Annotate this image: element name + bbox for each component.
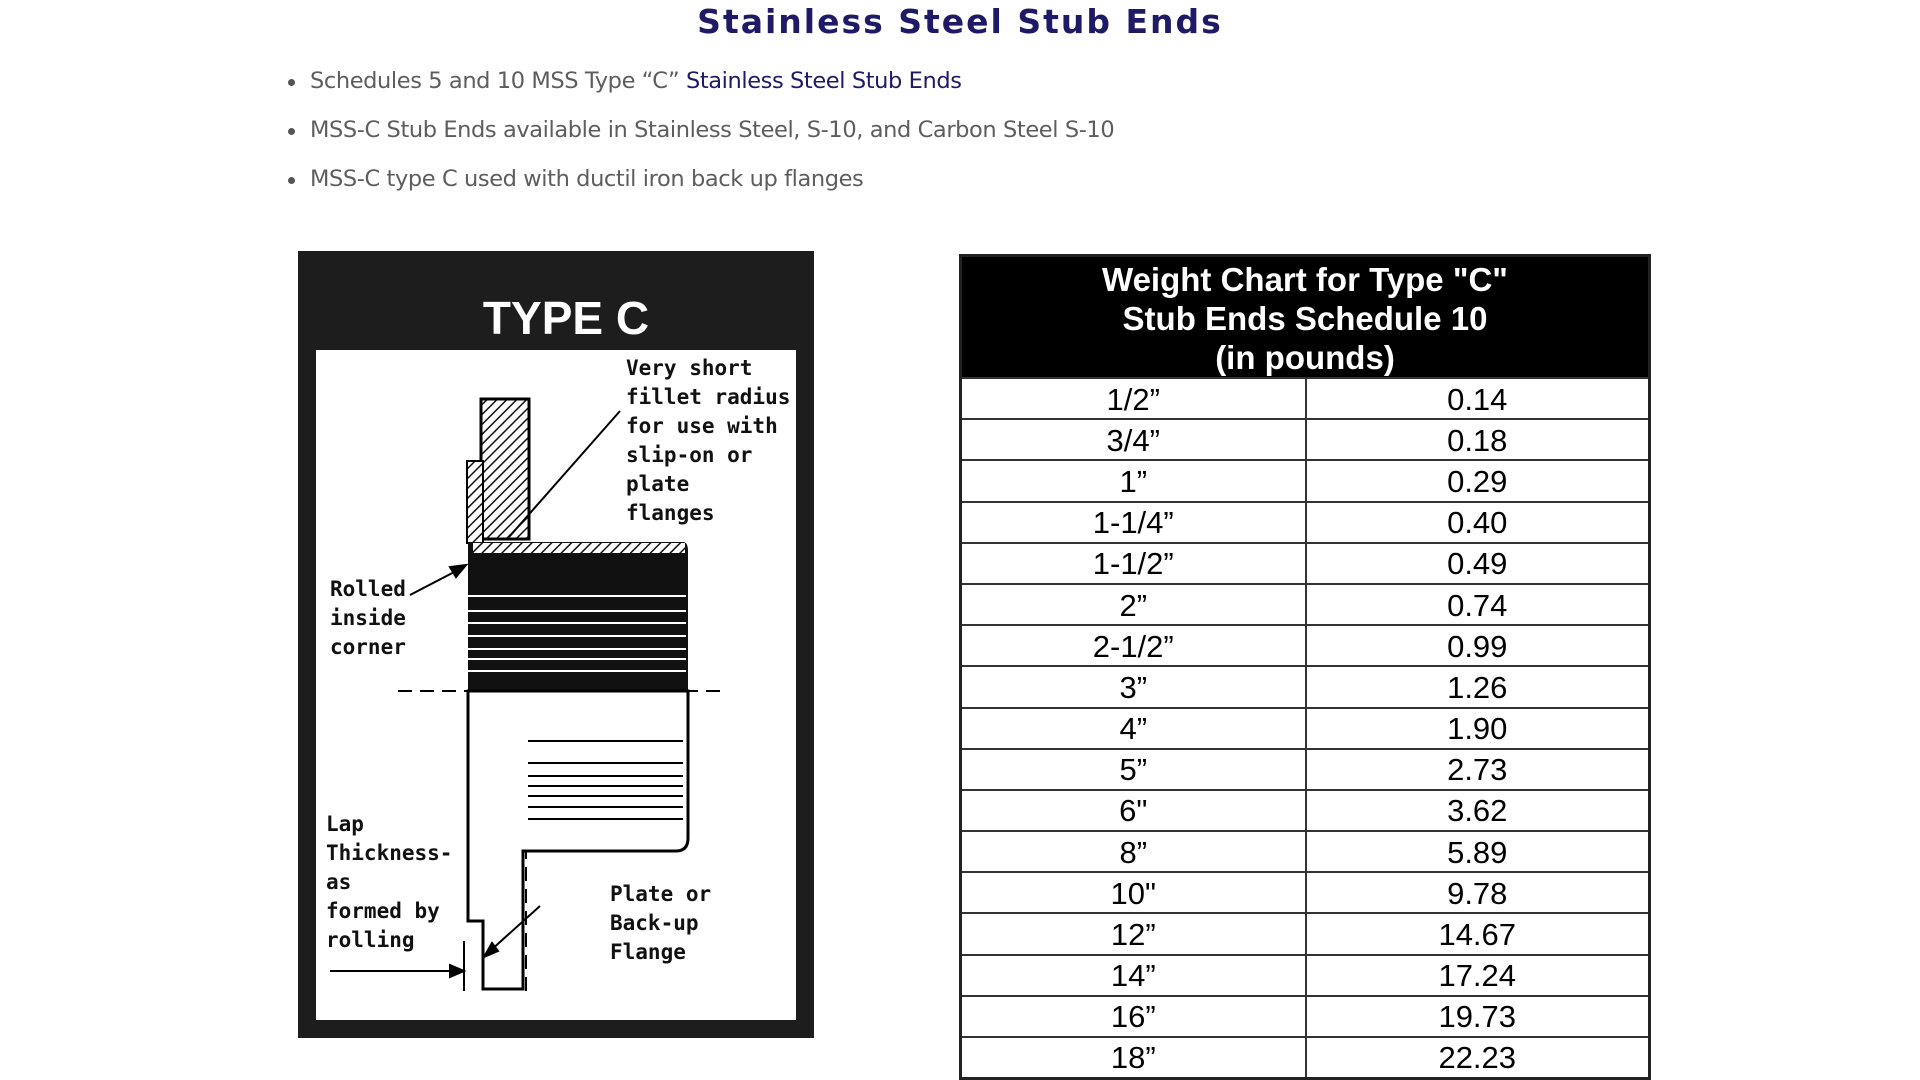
feature-list <box>286 62 1114 209</box>
table-row <box>961 419 1650 460</box>
label-lap: as <box>326 870 352 894</box>
table-header-line: (in pounds) <box>1215 339 1395 376</box>
table-row <box>961 955 1650 996</box>
table-row <box>961 790 1650 831</box>
stub-ends-link[interactable]: Stainless Steel Stub Ends <box>685 68 962 94</box>
label-plate: Back-up <box>610 911 699 935</box>
size-cell: 2-1/2” <box>961 625 1306 666</box>
table-row <box>961 996 1650 1037</box>
table-row <box>961 502 1650 543</box>
table-header-line: Weight Chart for Type "C" <box>1102 261 1508 298</box>
label-lap: Thickness- <box>326 841 453 865</box>
feature-item <box>286 160 1114 209</box>
size-cell: 16” <box>961 996 1306 1037</box>
type-c-diagram <box>298 251 814 1038</box>
label-corner: corner <box>330 635 406 659</box>
size-cell: 4” <box>961 708 1306 749</box>
weight-cell: 14.67 <box>1306 913 1650 954</box>
weight-cell: 1.26 <box>1306 666 1650 707</box>
label-fillet: fillet radius <box>626 385 791 409</box>
page-title: Stainless Steel Stub Ends <box>697 2 1223 41</box>
label-fillet: flanges <box>626 501 715 525</box>
size-cell: 1/2” <box>961 378 1306 419</box>
label-fillet: for use with <box>626 414 778 438</box>
size-cell: 3” <box>961 666 1306 707</box>
weight-cell: 0.40 <box>1306 502 1650 543</box>
weight-cell: 2.73 <box>1306 749 1650 790</box>
label-corner: Rolled <box>330 577 406 601</box>
label-fillet: Very short <box>626 356 753 380</box>
table-row <box>961 913 1650 954</box>
size-cell: 8” <box>961 831 1306 872</box>
weight-cell: 22.23 <box>1306 1037 1650 1078</box>
feature-text: MSS-C type C used with ductil iron back up flanges <box>310 166 864 192</box>
flange-shape <box>481 399 529 539</box>
size-cell: 1” <box>961 460 1306 501</box>
size-cell: 5” <box>961 749 1306 790</box>
weight-cell: 0.14 <box>1306 378 1650 419</box>
size-cell: 10" <box>961 872 1306 913</box>
label-corner: inside <box>330 606 406 630</box>
table-row <box>961 708 1650 749</box>
weight-cell: 9.78 <box>1306 872 1650 913</box>
table-body <box>961 378 1650 1078</box>
stub-end-body <box>468 542 688 691</box>
table-row <box>961 872 1650 913</box>
size-cell: 14” <box>961 955 1306 996</box>
feature-item <box>286 62 1114 111</box>
size-cell: 18” <box>961 1037 1306 1078</box>
weight-cell: 0.18 <box>1306 419 1650 460</box>
size-cell: 1-1/4” <box>961 502 1306 543</box>
label-lap: Lap <box>326 812 364 836</box>
table-header <box>961 256 1650 379</box>
size-cell: 1-1/2” <box>961 543 1306 584</box>
feature-text: Schedules 5 and 10 MSS Type “C” <box>310 68 686 94</box>
weight-cell: 0.29 <box>1306 460 1650 501</box>
weight-cell: 0.74 <box>1306 584 1650 625</box>
table-row <box>961 831 1650 872</box>
label-fillet: slip-on or <box>626 443 753 467</box>
table-row <box>961 543 1650 584</box>
table-row <box>961 625 1650 666</box>
stub-end-hatch <box>473 543 685 553</box>
table-row <box>961 460 1650 501</box>
weight-chart-table <box>959 254 1651 1080</box>
label-lap: formed by <box>326 899 440 923</box>
flange-lip <box>467 461 483 543</box>
table-row <box>961 584 1650 625</box>
size-cell: 2” <box>961 584 1306 625</box>
size-cell: 3/4” <box>961 419 1306 460</box>
table-row <box>961 749 1650 790</box>
diagram-title: TYPE C <box>482 292 650 344</box>
weight-cell: 19.73 <box>1306 996 1650 1037</box>
label-plate: Plate or <box>610 882 712 906</box>
table-row <box>961 378 1650 419</box>
feature-item <box>286 111 1114 160</box>
size-cell: 6" <box>961 790 1306 831</box>
weight-cell: 17.24 <box>1306 955 1650 996</box>
label-plate: Flange <box>610 940 686 964</box>
label-fillet: plate <box>626 472 690 496</box>
weight-cell: 1.90 <box>1306 708 1650 749</box>
feature-text: MSS-C Stub Ends available in Stainless Steel, S-10, and Carbon Steel S-10 <box>310 117 1115 143</box>
weight-cell: 5.89 <box>1306 831 1650 872</box>
table-row <box>961 1037 1650 1078</box>
table-header-line: Stub Ends Schedule 10 <box>1122 300 1488 337</box>
weight-cell: 3.62 <box>1306 790 1650 831</box>
table-row <box>961 666 1650 707</box>
weight-cell: 0.49 <box>1306 543 1650 584</box>
weight-cell: 0.99 <box>1306 625 1650 666</box>
label-lap: rolling <box>326 928 415 952</box>
size-cell: 12” <box>961 913 1306 954</box>
